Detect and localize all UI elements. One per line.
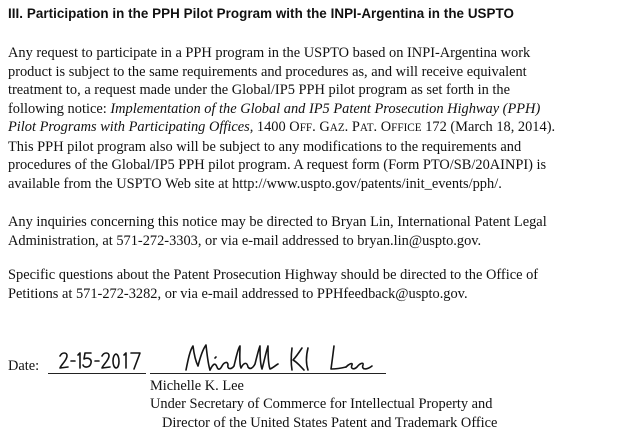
text-line: treatment to, a request made under the Global/IP5 PPH pilot program as set forth in the [8, 82, 510, 98]
notice-title-italic: Pilot Programs with Participating Offices, [8, 119, 254, 135]
handwritten-signature [184, 340, 384, 376]
paragraph-pph-questions [8, 266, 623, 303]
paragraph-pph-request [8, 44, 623, 193]
text-line: Any request to participate in a PPH program in the USPTO based on INPI-Argentina work [8, 45, 531, 61]
signature-line [150, 373, 386, 374]
notice-title-italic: Implementation of the Global and IP5 Patent Prosecution Highway (PPH) [110, 100, 541, 117]
date-line [48, 373, 146, 374]
small-caps-fragment: AZ [329, 122, 345, 134]
text-fragment: . G [312, 119, 330, 135]
text-fragment: 172 (March 18, 2014). [421, 119, 556, 135]
text-line: Petitions at 571-272-3282, or via e-mail addressed to PPHfeedback@uspto.gov. [8, 285, 468, 302]
text-line: procedures of the Global/IP5 PPH pilot program. A request form (Form PTO/SB/20AINPI) is [8, 157, 547, 173]
text-line: available from the USPTO Web site at http://www.uspto.gov/patents/init_events/pph/. [8, 175, 502, 192]
text-fragment: . O [373, 119, 392, 135]
text-line: This PPH pilot program also will be subject to any modifications to the requirements and [8, 138, 522, 155]
small-caps-fragment: FF [299, 122, 313, 134]
text-line: product is subject to the same requirements and procedures as, and will receive equivalent [8, 63, 527, 80]
text-fragment: . P [344, 119, 360, 135]
signatory-title-line-2: Director of the United States Patent and Trademark Office [162, 415, 498, 431]
text-fragment: 1400 O [253, 119, 300, 135]
handwritten-date [58, 350, 144, 372]
small-caps-fragment: FFICE [391, 122, 422, 134]
text-line: Any inquiries concerning this notice may be directed to Bryan Lin, International Patent Legal [8, 214, 547, 230]
signatory-title-line-1: Under Secretary of Commerce for Intellectual Property and [150, 396, 493, 412]
date-label: Date: [8, 358, 40, 374]
paragraph-inquiries [8, 213, 623, 250]
small-caps-fragment: AT [359, 122, 374, 134]
text-line [8, 100, 623, 119]
text-line: Administration, at 571-272-3303, or via e-mail addressed to bryan.lin@uspto.gov. [8, 232, 482, 249]
text-fragment: following notice: [8, 100, 111, 117]
signatory-name: Michelle K. Lee [150, 378, 244, 394]
text-line: Specific questions about the Patent Prosecution Highway should be directed to the Office of [8, 267, 539, 283]
text-line [8, 118, 623, 138]
section-heading: III. Participation in the PPH Pilot Program with the INPI-Argentina in the USPTO [8, 6, 514, 21]
